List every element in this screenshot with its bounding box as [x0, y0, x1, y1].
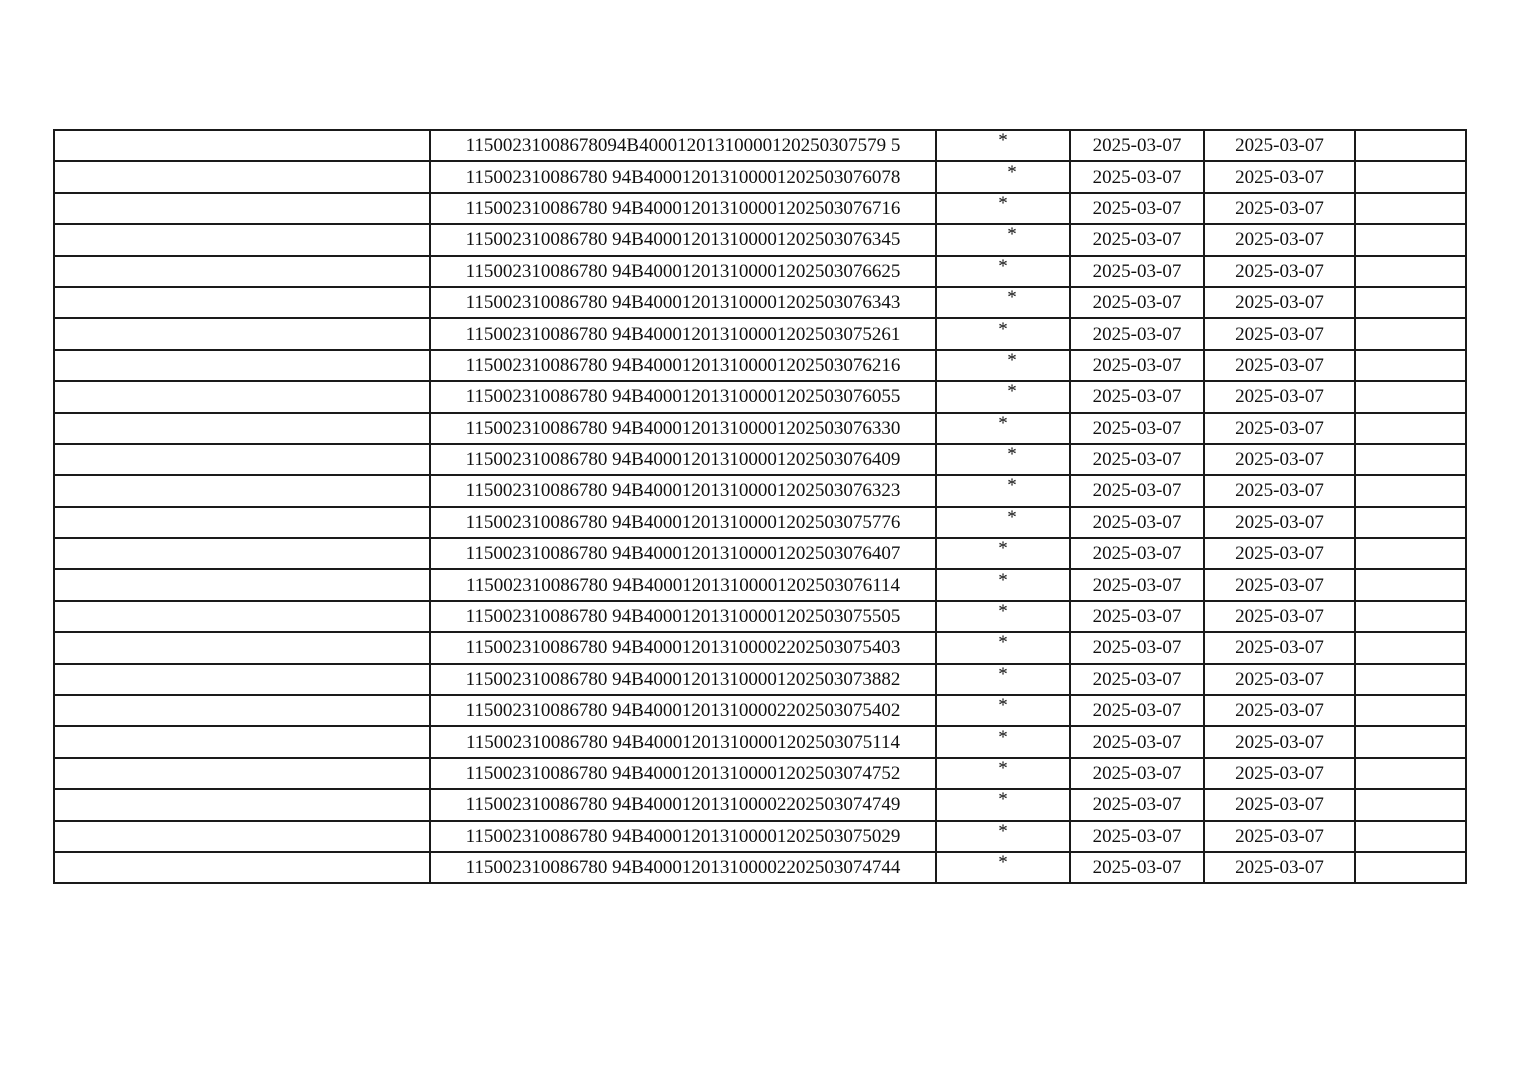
record-code-cell: 115002310086780 94B400012013100001202503076216: [430, 350, 936, 381]
table-row: [54, 569, 1466, 600]
table-row: [54, 350, 1466, 381]
end-date-cell: 2025-03-07: [1204, 444, 1355, 475]
flag-cell: [936, 318, 1070, 349]
asterisk-mark: *: [1007, 506, 1017, 528]
blank-left-cell: [54, 601, 430, 632]
blank-right-cell: [1355, 161, 1466, 192]
record-code-cell: 115002310086780 94B400012013100001202503074752: [430, 758, 936, 789]
asterisk-mark: *: [1007, 349, 1017, 371]
asterisk-mark: *: [998, 412, 1008, 434]
asterisk-mark: *: [998, 663, 1008, 685]
start-date-cell: 2025-03-07: [1070, 538, 1204, 569]
blank-left-cell: [54, 130, 430, 161]
end-date-cell: 2025-03-07: [1204, 193, 1355, 224]
start-date-cell: 2025-03-07: [1070, 224, 1204, 255]
blank-left-cell: [54, 632, 430, 663]
record-code-cell: 115002310086780 94B400012013100001202503075776: [430, 507, 936, 538]
flag-cell: [936, 507, 1070, 538]
table-row: [54, 758, 1466, 789]
blank-right-cell: [1355, 256, 1466, 287]
record-code-cell: 115002310086780 94B400012013100002202503075402: [430, 695, 936, 726]
flag-cell: [936, 350, 1070, 381]
record-code-cell: 115002310086780 94B400012013100001202503075505: [430, 601, 936, 632]
table-row: [54, 193, 1466, 224]
blank-left-cell: [54, 318, 430, 349]
asterisk-mark: *: [998, 632, 1008, 654]
start-date-cell: 2025-03-07: [1070, 726, 1204, 757]
blank-left-cell: [54, 569, 430, 600]
asterisk-mark: *: [998, 726, 1008, 748]
blank-left-cell: [54, 726, 430, 757]
start-date-cell: 2025-03-07: [1070, 193, 1204, 224]
asterisk-mark: *: [998, 601, 1008, 623]
blank-right-cell: [1355, 193, 1466, 224]
blank-left-cell: [54, 758, 430, 789]
start-date-cell: 2025-03-07: [1070, 695, 1204, 726]
table-row: [54, 664, 1466, 695]
blank-left-cell: [54, 507, 430, 538]
table-row: [54, 475, 1466, 506]
table-row: [54, 695, 1466, 726]
record-code-cell: 115002310086780 94B400012013100001202503073882: [430, 664, 936, 695]
start-date-cell: 2025-03-07: [1070, 318, 1204, 349]
table-row: [54, 852, 1466, 883]
blank-left-cell: [54, 350, 430, 381]
blank-right-cell: [1355, 664, 1466, 695]
flag-cell: [936, 130, 1070, 161]
blank-left-cell: [54, 256, 430, 287]
end-date-cell: 2025-03-07: [1204, 632, 1355, 663]
record-code-cell: 115002310086780 94B400012013100001202503076078: [430, 161, 936, 192]
start-date-cell: 2025-03-07: [1070, 601, 1204, 632]
start-date-cell: 2025-03-07: [1070, 789, 1204, 820]
flag-cell: [936, 413, 1070, 444]
end-date-cell: 2025-03-07: [1204, 821, 1355, 852]
blank-right-cell: [1355, 632, 1466, 663]
flag-cell: [936, 601, 1070, 632]
asterisk-mark: *: [998, 758, 1008, 779]
blank-left-cell: [54, 193, 430, 224]
record-code-cell: 115002310086780 94B400012013100001202503076345: [430, 224, 936, 255]
flag-cell: [936, 161, 1070, 192]
start-date-cell: 2025-03-07: [1070, 350, 1204, 381]
table-row: [54, 224, 1466, 255]
blank-right-cell: [1355, 350, 1466, 381]
start-date-cell: 2025-03-07: [1070, 821, 1204, 852]
asterisk-mark: *: [998, 789, 1008, 811]
blank-right-cell: [1355, 287, 1466, 318]
end-date-cell: 2025-03-07: [1204, 475, 1355, 506]
end-date-cell: 2025-03-07: [1204, 350, 1355, 381]
blank-right-cell: [1355, 695, 1466, 726]
blank-left-cell: [54, 695, 430, 726]
start-date-cell: 2025-03-07: [1070, 852, 1204, 883]
table-row: [54, 161, 1466, 192]
asterisk-mark: *: [998, 820, 1008, 842]
asterisk-mark: *: [1007, 381, 1017, 403]
end-date-cell: 2025-03-07: [1204, 287, 1355, 318]
blank-left-cell: [54, 287, 430, 318]
record-code-cell: 11500231008678094B40001201310000120250307579 5: [430, 130, 936, 161]
blank-right-cell: [1355, 726, 1466, 757]
blank-right-cell: [1355, 538, 1466, 569]
asterisk-mark: *: [1007, 224, 1017, 246]
table-row: [54, 444, 1466, 475]
start-date-cell: 2025-03-07: [1070, 758, 1204, 789]
end-date-cell: 2025-03-07: [1204, 413, 1355, 444]
asterisk-mark: *: [998, 852, 1008, 874]
blank-left-cell: [54, 821, 430, 852]
table-row: [54, 130, 1466, 161]
table-row: [54, 538, 1466, 569]
flag-cell: [936, 256, 1070, 287]
flag-cell: [936, 224, 1070, 255]
asterisk-mark: *: [998, 538, 1008, 560]
end-date-cell: 2025-03-07: [1204, 569, 1355, 600]
flag-cell: [936, 789, 1070, 820]
table-row: [54, 507, 1466, 538]
end-date-cell: 2025-03-07: [1204, 507, 1355, 538]
table-row: [54, 413, 1466, 444]
blank-right-cell: [1355, 130, 1466, 161]
start-date-cell: 2025-03-07: [1070, 381, 1204, 412]
start-date-cell: 2025-03-07: [1070, 444, 1204, 475]
flag-cell: [936, 726, 1070, 757]
blank-left-cell: [54, 381, 430, 412]
record-code-cell: 115002310086780 94B400012013100002202503075403: [430, 632, 936, 663]
end-date-cell: 2025-03-07: [1204, 224, 1355, 255]
asterisk-mark: *: [998, 695, 1008, 717]
asterisk-mark: *: [998, 130, 1008, 152]
blank-right-cell: [1355, 444, 1466, 475]
table-row: [54, 789, 1466, 820]
asterisk-mark: *: [998, 255, 1008, 277]
asterisk-mark: *: [1007, 287, 1017, 309]
end-date-cell: 2025-03-07: [1204, 695, 1355, 726]
record-code-cell: 115002310086780 94B400012013100001202503075114: [430, 726, 936, 757]
flag-cell: [936, 664, 1070, 695]
blank-right-cell: [1355, 475, 1466, 506]
blank-left-cell: [54, 664, 430, 695]
end-date-cell: 2025-03-07: [1204, 601, 1355, 632]
record-code-cell: 115002310086780 94B400012013100001202503076625: [430, 256, 936, 287]
asterisk-mark: *: [1007, 161, 1017, 183]
end-date-cell: 2025-03-07: [1204, 758, 1355, 789]
blank-left-cell: [54, 413, 430, 444]
start-date-cell: 2025-03-07: [1070, 413, 1204, 444]
flag-cell: [936, 852, 1070, 883]
table-row: [54, 601, 1466, 632]
blank-left-cell: [54, 538, 430, 569]
start-date-cell: 2025-03-07: [1070, 256, 1204, 287]
record-code-cell: 115002310086780 94B400012013100002202503074744: [430, 852, 936, 883]
blank-right-cell: [1355, 601, 1466, 632]
blank-right-cell: [1355, 224, 1466, 255]
start-date-cell: 2025-03-07: [1070, 632, 1204, 663]
end-date-cell: 2025-03-07: [1204, 318, 1355, 349]
flag-cell: [936, 381, 1070, 412]
record-code-cell: 115002310086780 94B400012013100001202503076343: [430, 287, 936, 318]
record-code-cell: 115002310086780 94B400012013100001202503076407: [430, 538, 936, 569]
record-code-cell: 115002310086780 94B400012013100001202503076114: [430, 569, 936, 600]
blank-left-cell: [54, 161, 430, 192]
table-row: [54, 287, 1466, 318]
blank-right-cell: [1355, 852, 1466, 883]
record-code-cell: 115002310086780 94B400012013100001202503075029: [430, 821, 936, 852]
end-date-cell: 2025-03-07: [1204, 256, 1355, 287]
record-code-cell: 115002310086780 94B400012013100002202503074749: [430, 789, 936, 820]
table-row: [54, 256, 1466, 287]
blank-right-cell: [1355, 758, 1466, 789]
blank-right-cell: [1355, 569, 1466, 600]
flag-cell: [936, 287, 1070, 318]
table-row: [54, 726, 1466, 757]
end-date-cell: 2025-03-07: [1204, 664, 1355, 695]
end-date-cell: 2025-03-07: [1204, 789, 1355, 820]
record-code-cell: 115002310086780 94B400012013100001202503076055: [430, 381, 936, 412]
end-date-cell: 2025-03-07: [1204, 381, 1355, 412]
end-date-cell: 2025-03-07: [1204, 161, 1355, 192]
end-date-cell: 2025-03-07: [1204, 538, 1355, 569]
end-date-cell: 2025-03-07: [1204, 852, 1355, 883]
blank-right-cell: [1355, 413, 1466, 444]
flag-cell: [936, 758, 1070, 789]
start-date-cell: 2025-03-07: [1070, 475, 1204, 506]
asterisk-mark: *: [998, 569, 1008, 591]
end-date-cell: 2025-03-07: [1204, 726, 1355, 757]
blank-left-cell: [54, 475, 430, 506]
blank-left-cell: [54, 224, 430, 255]
asterisk-mark: *: [998, 318, 1008, 340]
record-code-cell: 115002310086780 94B400012013100001202503076330: [430, 413, 936, 444]
asterisk-mark: *: [1007, 444, 1017, 466]
record-code-cell: 115002310086780 94B400012013100001202503075261: [430, 318, 936, 349]
blank-right-cell: [1355, 318, 1466, 349]
table-row: [54, 821, 1466, 852]
start-date-cell: 2025-03-07: [1070, 161, 1204, 192]
table-row: [54, 632, 1466, 663]
table-row: [54, 318, 1466, 349]
blank-right-cell: [1355, 789, 1466, 820]
start-date-cell: 2025-03-07: [1070, 569, 1204, 600]
flag-cell: [936, 821, 1070, 852]
blank-left-cell: [54, 852, 430, 883]
end-date-cell: 2025-03-07: [1204, 130, 1355, 161]
table-row: [54, 381, 1466, 412]
record-code-cell: 115002310086780 94B400012013100001202503076323: [430, 475, 936, 506]
blank-right-cell: [1355, 507, 1466, 538]
record-code-cell: 115002310086780 94B400012013100001202503076409: [430, 444, 936, 475]
flag-cell: [936, 538, 1070, 569]
asterisk-mark: *: [1007, 475, 1017, 497]
start-date-cell: 2025-03-07: [1070, 287, 1204, 318]
flag-cell: [936, 695, 1070, 726]
flag-cell: [936, 632, 1070, 663]
blank-right-cell: [1355, 381, 1466, 412]
flag-cell: [936, 569, 1070, 600]
start-date-cell: 2025-03-07: [1070, 507, 1204, 538]
record-code-cell: 115002310086780 94B400012013100001202503076716: [430, 193, 936, 224]
blank-left-cell: [54, 444, 430, 475]
blank-left-cell: [54, 789, 430, 820]
records-table-body: [54, 130, 1466, 883]
flag-cell: [936, 193, 1070, 224]
start-date-cell: 2025-03-07: [1070, 664, 1204, 695]
asterisk-mark: *: [998, 192, 1008, 214]
blank-right-cell: [1355, 821, 1466, 852]
start-date-cell: 2025-03-07: [1070, 130, 1204, 161]
flag-cell: [936, 444, 1070, 475]
records-table: [53, 129, 1467, 884]
flag-cell: [936, 475, 1070, 506]
